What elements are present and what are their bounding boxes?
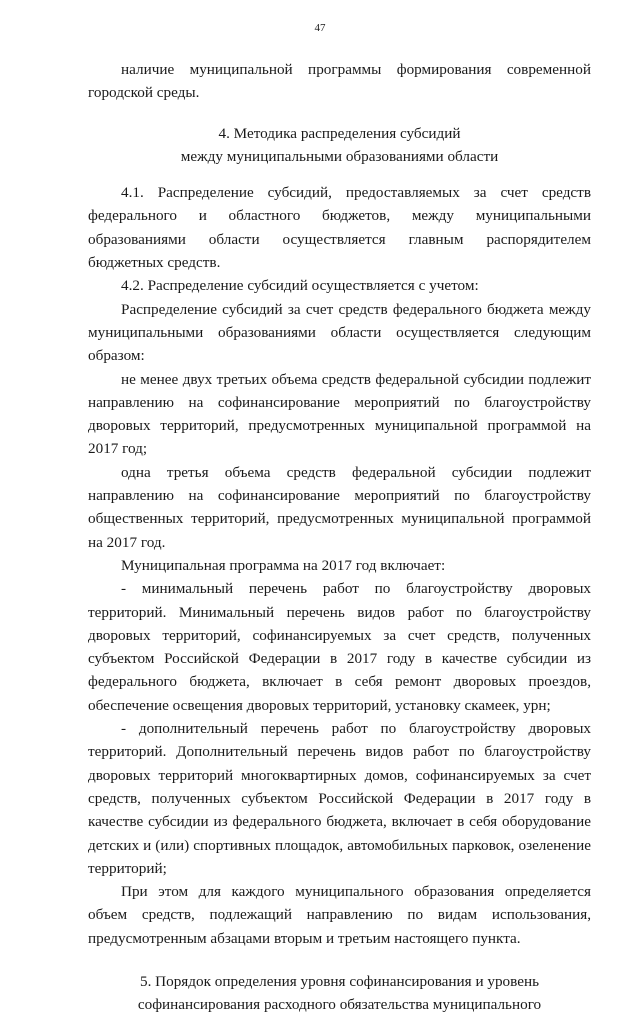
section-5-heading-line-2: софинансирования расходного обязательства муниципального [137,996,542,1014]
paragraph-volume-determination: При этом для каждого муниципального образования определяется объем средств, подлежащий направлению по видам использования, предусмотренным абзацами вторым и третьим настоящего пункта. [88,883,591,947]
paragraph-federal-distribution: Распределение субсидий за счет средств федерального бюджета между муниципальными образованиями области осуществляется следующим образом: [88,300,591,365]
paragraph-4-2: 4.2. Распределение субсидий осуществляется с учетом: [121,277,479,295]
section-4-heading-line-1: 4. Методика распределения субсидий [218,124,461,142]
spacer [88,168,591,181]
spacer [88,950,591,970]
section-5-heading-line-1: 5. Порядок определения уровня софинансирования и уровень [139,972,540,990]
paragraph-minimal-list: - минимальный перечень работ по благоустройству дворовых территорий. Минимальный перечень видов работ по благоустройству дворовых территорий, софинансируемых за счет средств, полученных субъектом Российской Федерации в 2017 году в качестве субсидии из федерального бюджета, включает в себя ремонт дворовых проездов, обеспечение освещения дворовых территорий, установку скамеек, урн; [88,580,591,714]
intro-paragraph: наличие муниципальной программы формирования современной городской среды. [88,61,591,102]
section-4-heading-line-2: между муниципальными образованиями области [180,147,499,165]
document-body [88,58,591,1017]
paragraph-one-third: одна третья объема средств федеральной субсидии подлежит направлению на софинансирование мероприятий по благоустройству общественных территорий, предусмотренных муниципальной программой на 2017 год. [88,463,591,551]
paragraph-two-thirds: не менее двух третьих объема средств федеральной субсидии подлежит направлению на софинансирование мероприятий по благоустройству дворовых территорий, предусмотренных муниципальной программой на 2017 год; [88,370,591,458]
paragraph-4-1: 4.1. Распределение субсидий, предоставляемых за счет средств федерального и областного бюджетов, между муниципальными образованиями области осуществляется главным распорядителем бюджетных средств. [88,184,591,272]
paragraph-additional-list: - дополнительный перечень работ по благоустройству дворовых территорий. Дополнительный перечень видов работ по благоустройству дворовых территорий многоквартирных домов, софинансируемых за счет средств, полученных субъектом Российской Федерации в 2017 году в качестве субсидии из федерального бюджета, включает в себя оборудование детских и (или) спортивных площадок, автомобильных парковок, озеленение территорий; [88,720,591,877]
page-number: 47 [314,22,326,34]
paragraph-program-includes: Муниципальная программа на 2017 год включает: [121,556,446,574]
spacer [88,105,591,122]
